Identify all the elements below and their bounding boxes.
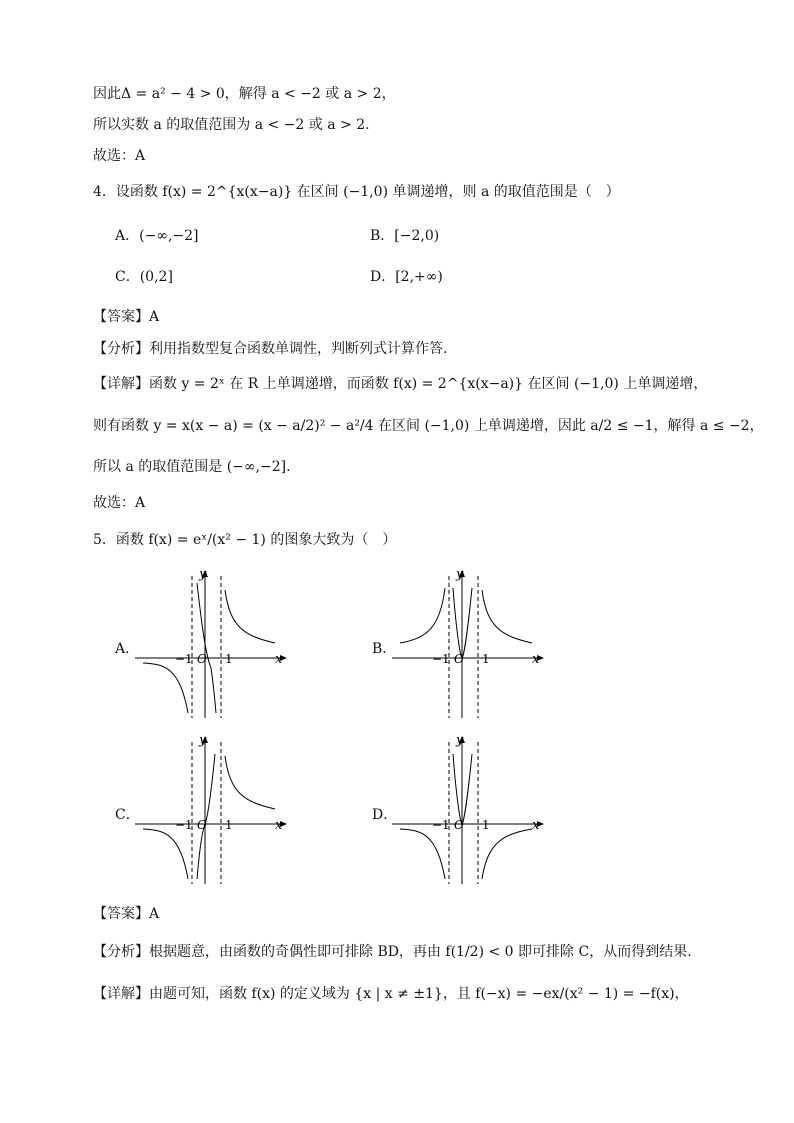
y-axis-label: y: [199, 568, 207, 582]
tick-one: 1: [225, 652, 233, 666]
tick-one: 1: [482, 818, 490, 832]
analysis-5: 【分析】根据题意，由函数的奇偶性即可排除 BD，再由 f(1/2) < 0 即可排除 C，从而得到结果.: [93, 944, 692, 960]
tick-neg-one: −1: [175, 652, 193, 666]
tick-one: 1: [225, 818, 233, 832]
y-axis-label: y: [456, 734, 464, 748]
origin-label: O: [454, 818, 464, 832]
graph-c-label: C．: [115, 807, 140, 823]
option-d: D．[2,+∞): [370, 269, 443, 285]
detail-4-line3: 所以 a 的取值范围是 (−∞,−2].: [93, 459, 291, 475]
graph-b-label: B．: [372, 641, 397, 657]
tick-neg-one: −1: [175, 818, 193, 832]
x-axis-label: x: [532, 818, 540, 833]
graph-d: [392, 734, 552, 884]
option-a: A．(−∞,−2]: [115, 228, 199, 244]
tick-one: 1: [482, 652, 490, 666]
x-axis-label: x: [275, 652, 283, 667]
question-4: 4．设函数 f(x) = 2^{x(x−a)} 在区间 (−1,0) 单调递增，则 a 的取值范围是（ ）: [93, 184, 620, 200]
detail-5: 【详解】由题可知，函数 f(x) 的定义域为 {x | x ≠ ±1}，且 f(−x) = −ex/(x² − 1) = −f(x)，: [93, 986, 689, 1002]
x-axis-label: x: [275, 818, 283, 833]
origin-label: O: [197, 652, 207, 666]
select-4: 故选：A: [93, 495, 146, 511]
graph-d-label: D．: [372, 807, 398, 823]
graph-b: [392, 568, 552, 718]
tick-neg-one: −1: [432, 818, 450, 832]
detail-4-line1: 【详解】函数 y = 2ˣ 在 R 上单调递增，而函数 f(x) = 2^{x(x−a)} 在区间 (−1,0) 上单调递增，: [93, 376, 708, 392]
y-axis-label: y: [199, 734, 207, 748]
graph-c: [135, 734, 295, 884]
question-5: 5．函数 f(x) = eˣ/(x² − 1) 的图象大致为（ ）: [93, 532, 397, 548]
tick-neg-one: −1: [432, 652, 450, 666]
text-line: 故选：A: [93, 148, 146, 164]
answer-4: 【答案】A: [93, 309, 160, 325]
origin-label: O: [454, 652, 464, 666]
answer-5: 【答案】A: [93, 906, 160, 922]
detail-4-line2: 则有函数 y = x(x − a) = (x − a/2)² − a²/4 在区间 (−1,0) 上单调递增，因此 a/2 ≤ −1，解得 a ≤ −2，: [93, 418, 764, 434]
option-b: B．[−2,0): [370, 228, 440, 244]
x-axis-label: x: [532, 652, 540, 667]
option-c: C．(0,2]: [115, 269, 173, 285]
y-axis-label: y: [456, 568, 464, 582]
origin-label: O: [197, 818, 207, 832]
analysis-4: 【分析】利用指数型复合函数单调性，判断列式计算作答.: [93, 341, 448, 357]
graph-a: [135, 568, 295, 718]
text-line: 因此Δ = a² − 4 > 0，解得 a < −2 或 a > 2，: [93, 86, 396, 102]
graph-a-label: A．: [115, 641, 140, 657]
text-line: 所以实数 a 的取值范围为 a < −2 或 a > 2.: [93, 117, 370, 133]
